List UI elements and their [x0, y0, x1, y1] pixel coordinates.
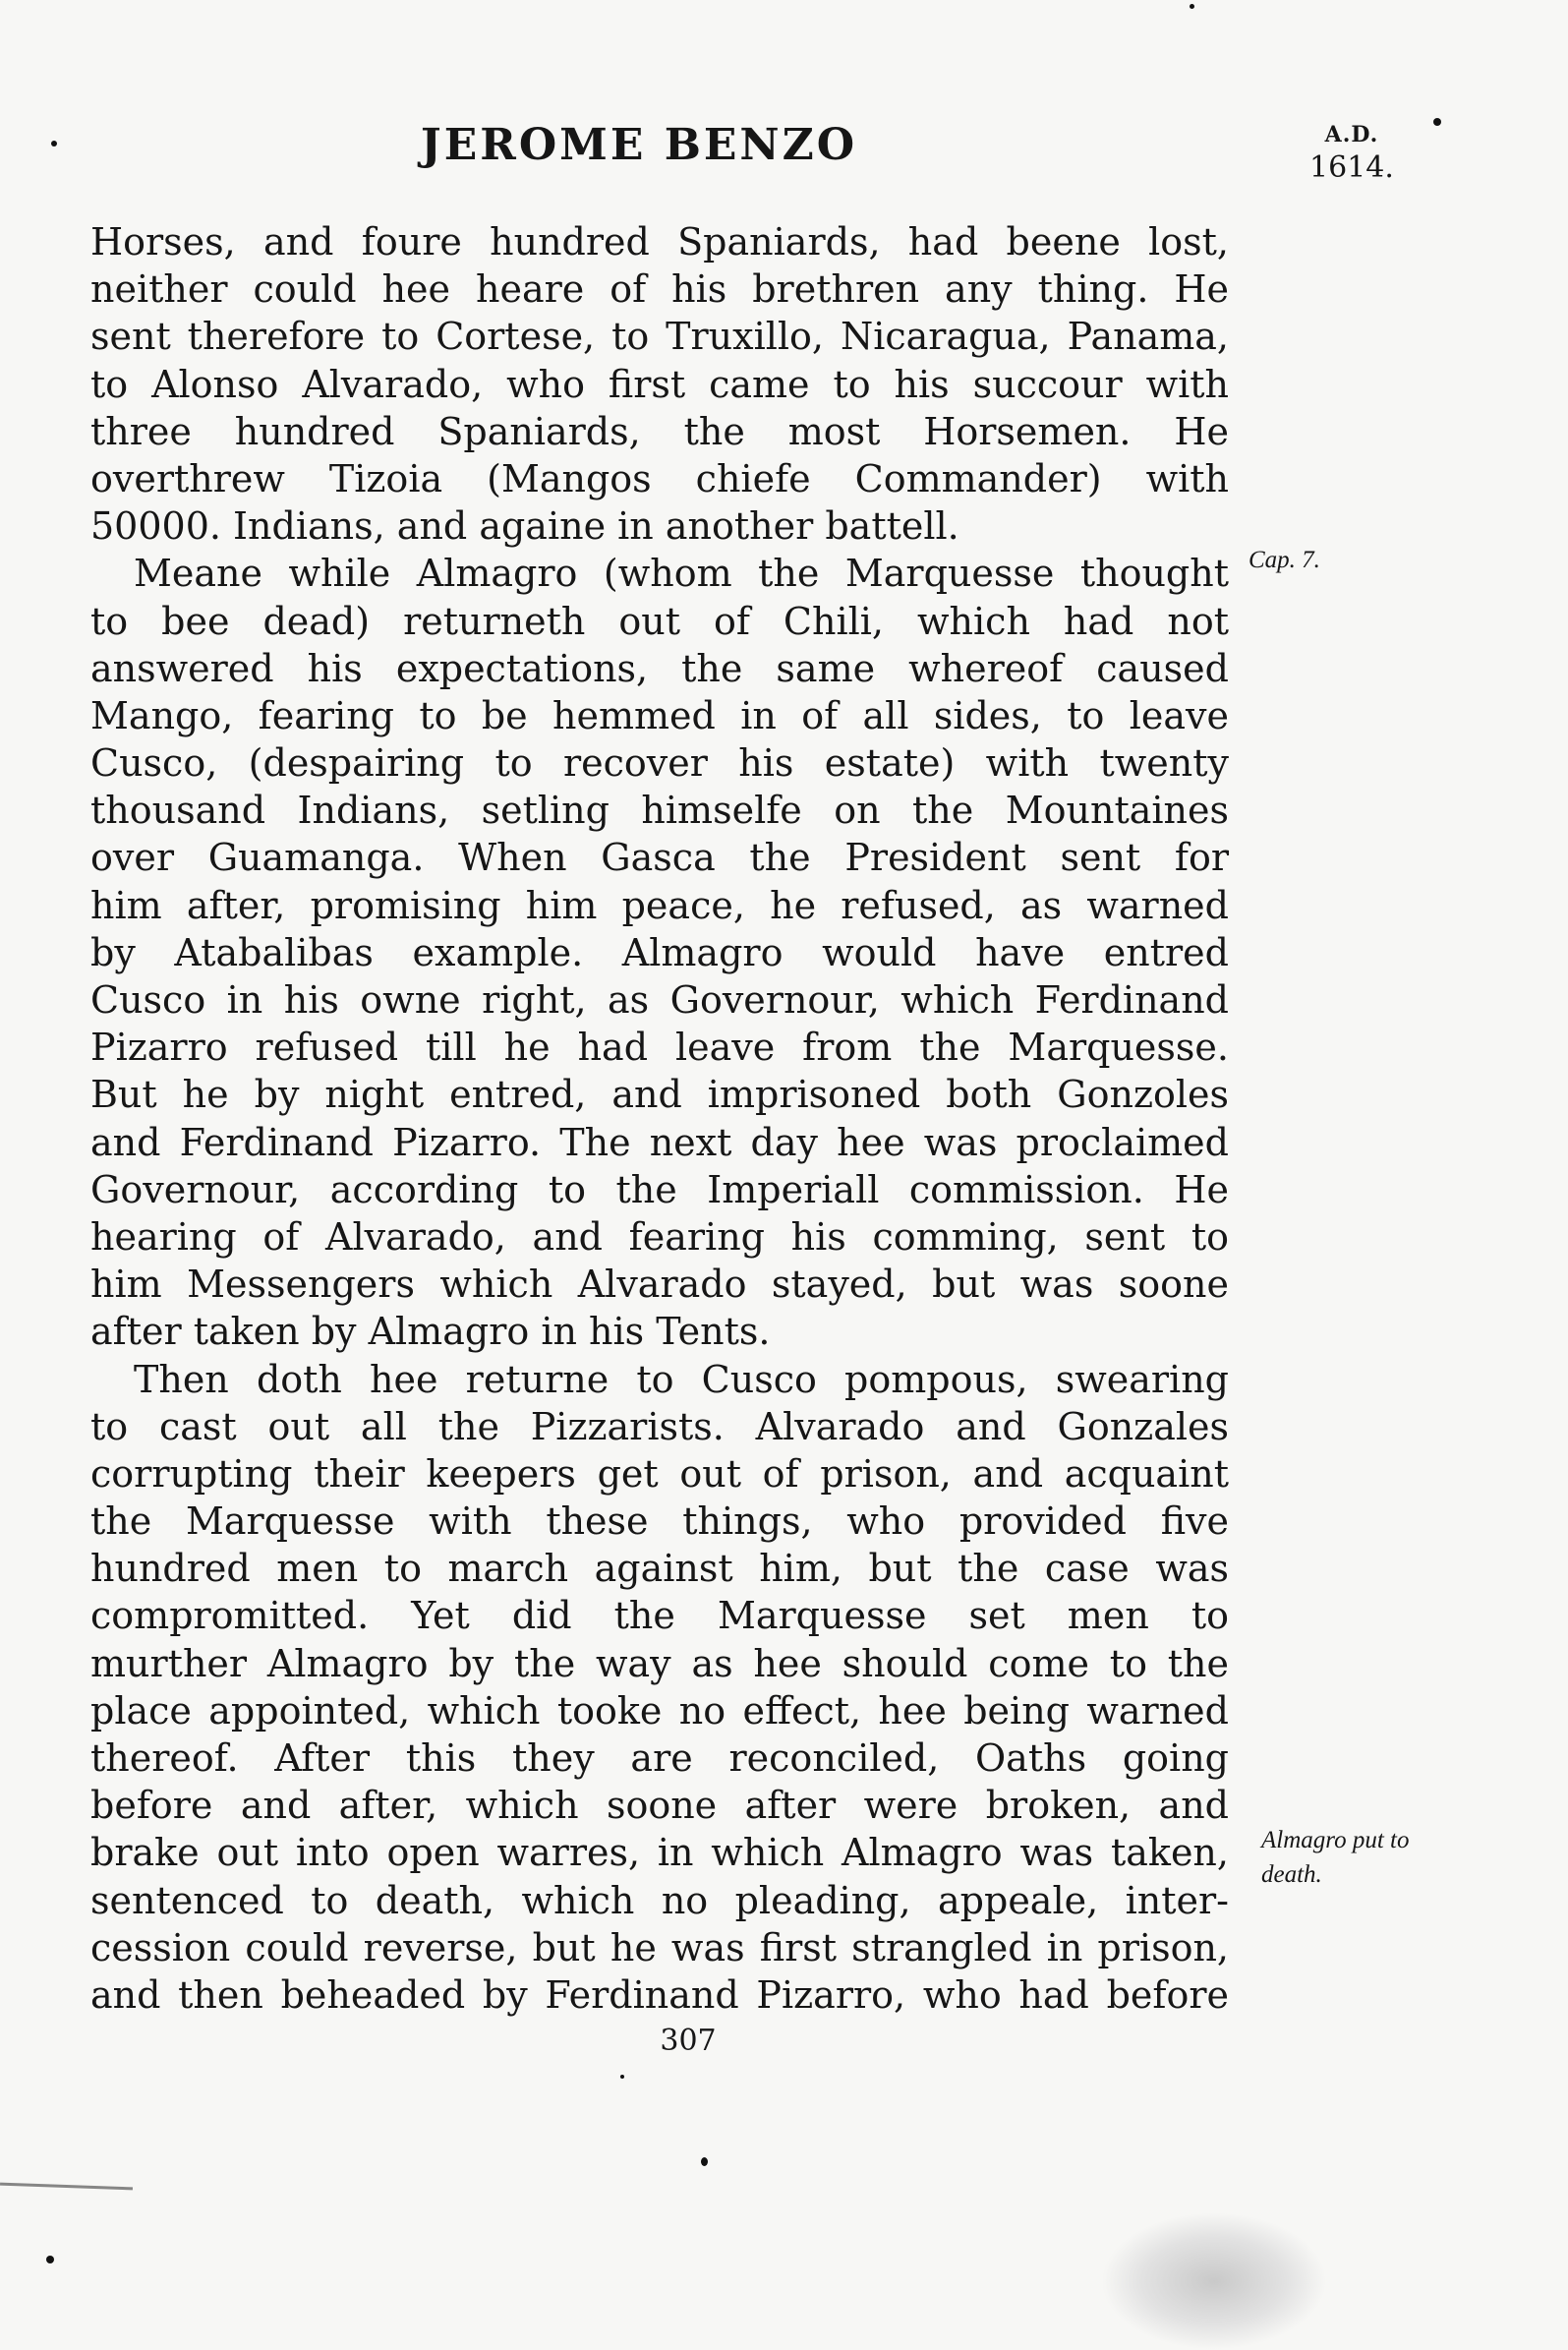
text-line: and Ferdinand Pizarro. The next day hee was proclaimed — [90, 1120, 1229, 1164]
text-line: Meane while Almagro (whom the Marquesse thought — [134, 552, 1229, 596]
text-line: thereof. After this they are reconciled, Oaths going — [90, 1736, 1229, 1780]
text-line: Horses, and foure hundred Spaniards, had beene lost, — [90, 220, 1229, 264]
text-line: murther Almagro by the way as hee should come to the — [90, 1641, 1229, 1685]
year-marginal — [1298, 122, 1406, 186]
margin-note-cap: Cap. 7. — [1249, 547, 1320, 573]
margin-note-line: Almagro put to — [1261, 1827, 1410, 1853]
text-line: hearing of Alvarado, and fearing his comming, sent to — [90, 1214, 1229, 1259]
year-value: 1614. — [1309, 149, 1394, 185]
text-line: Cusco in his owne right, as Governour, which Ferdinand — [90, 978, 1229, 1022]
text-line: over Guamanga. When Gasca the President sent for — [90, 836, 1229, 880]
text-line: neither could hee heare of his brethren any thing. He — [90, 267, 1229, 312]
page-number: 307 — [660, 2024, 717, 2058]
text-line: overthrew Tizoia (Mangos chiefe Commander) with — [90, 456, 1229, 500]
year-label: A.D. — [1324, 122, 1379, 147]
text-line: to cast out all the Pizzarists. Alvarado and Gonzales — [90, 1404, 1229, 1448]
text-line: 50000. Indians, and againe in another battell. — [90, 504, 959, 549]
scan-edge-mark — [0, 2183, 133, 2191]
text-line: compromitted. Yet did the Marquesse set men to — [90, 1594, 1229, 1638]
text-line: brake out into open warres, in which Almagro was taken, — [90, 1831, 1229, 1875]
text-line: him Messengers which Alvarado stayed, but was soone — [90, 1263, 1229, 1307]
scan-speck — [51, 141, 57, 147]
text-line: to Alonso Alvarado, who first came to his succour with — [90, 362, 1229, 406]
text-line: hundred men to march against him, but the case was — [90, 1547, 1229, 1591]
scan-speck — [701, 2157, 708, 2166]
text-line: and then beheaded by Ferdinand Pizarro, who had before — [90, 1972, 1229, 2017]
margin-note-line: death. — [1261, 1861, 1322, 1888]
text-line: Then doth hee returne to Cusco pompous, swearing — [134, 1357, 1229, 1401]
margin-note-almagro — [1261, 1823, 1487, 1892]
text-line: after taken by Almagro in his Tents. — [90, 1310, 771, 1354]
text-line: Governour, according to the Imperiall commission. He — [90, 1167, 1229, 1211]
text-line: thousand Indians, setling himselfe on the Mountaines — [90, 789, 1229, 833]
text-line: by Atabalibas example. Almagro would have entred — [90, 930, 1229, 974]
text-line: answered his expectations, the same whereof caused — [90, 646, 1229, 690]
text-line: to bee dead) returneth out of Chili, which had not — [90, 599, 1229, 643]
text-line: Mango, fearing to be hemmed in of all sides, to leave — [90, 693, 1229, 737]
text-line: Pizarro refused till he had leave from the Marquesse. — [90, 1026, 1229, 1070]
scan-speck — [46, 2256, 54, 2263]
text-line: place appointed, which tooke no effect, hee being warned — [90, 1688, 1229, 1733]
text-line: the Marquesse with these things, who provided five — [90, 1499, 1229, 1544]
text-line: three hundred Spaniards, the most Horsemen. He — [90, 409, 1229, 453]
text-line: corrupting their keepers get out of prison, and acquaint — [90, 1451, 1229, 1496]
scan-speck — [620, 2075, 624, 2079]
scan-speck — [1190, 4, 1194, 9]
text-line: sent therefore to Cortese, to Truxillo, Nicaragua, Panama, — [90, 315, 1229, 359]
text-line: sentenced to death, which no pleading, appeale, inter- — [90, 1878, 1229, 1922]
text-line: cession could reverse, but he was first strangled in prison, — [90, 1925, 1229, 1969]
text-line: Cusco, (despairing to recover his estate) with twenty — [90, 741, 1229, 786]
body-text — [90, 218, 1229, 2019]
text-line: before and after, which soone after were broken, and — [90, 1784, 1229, 1828]
scan-shadow — [1101, 2212, 1327, 2350]
scan-speck — [1433, 118, 1441, 126]
running-title: JEROME BENZO — [420, 120, 858, 170]
text-line: But he by night entred, and imprisoned both Gonzoles — [90, 1073, 1229, 1117]
text-line: him after, promising him peace, he refused, as warned — [90, 883, 1229, 927]
